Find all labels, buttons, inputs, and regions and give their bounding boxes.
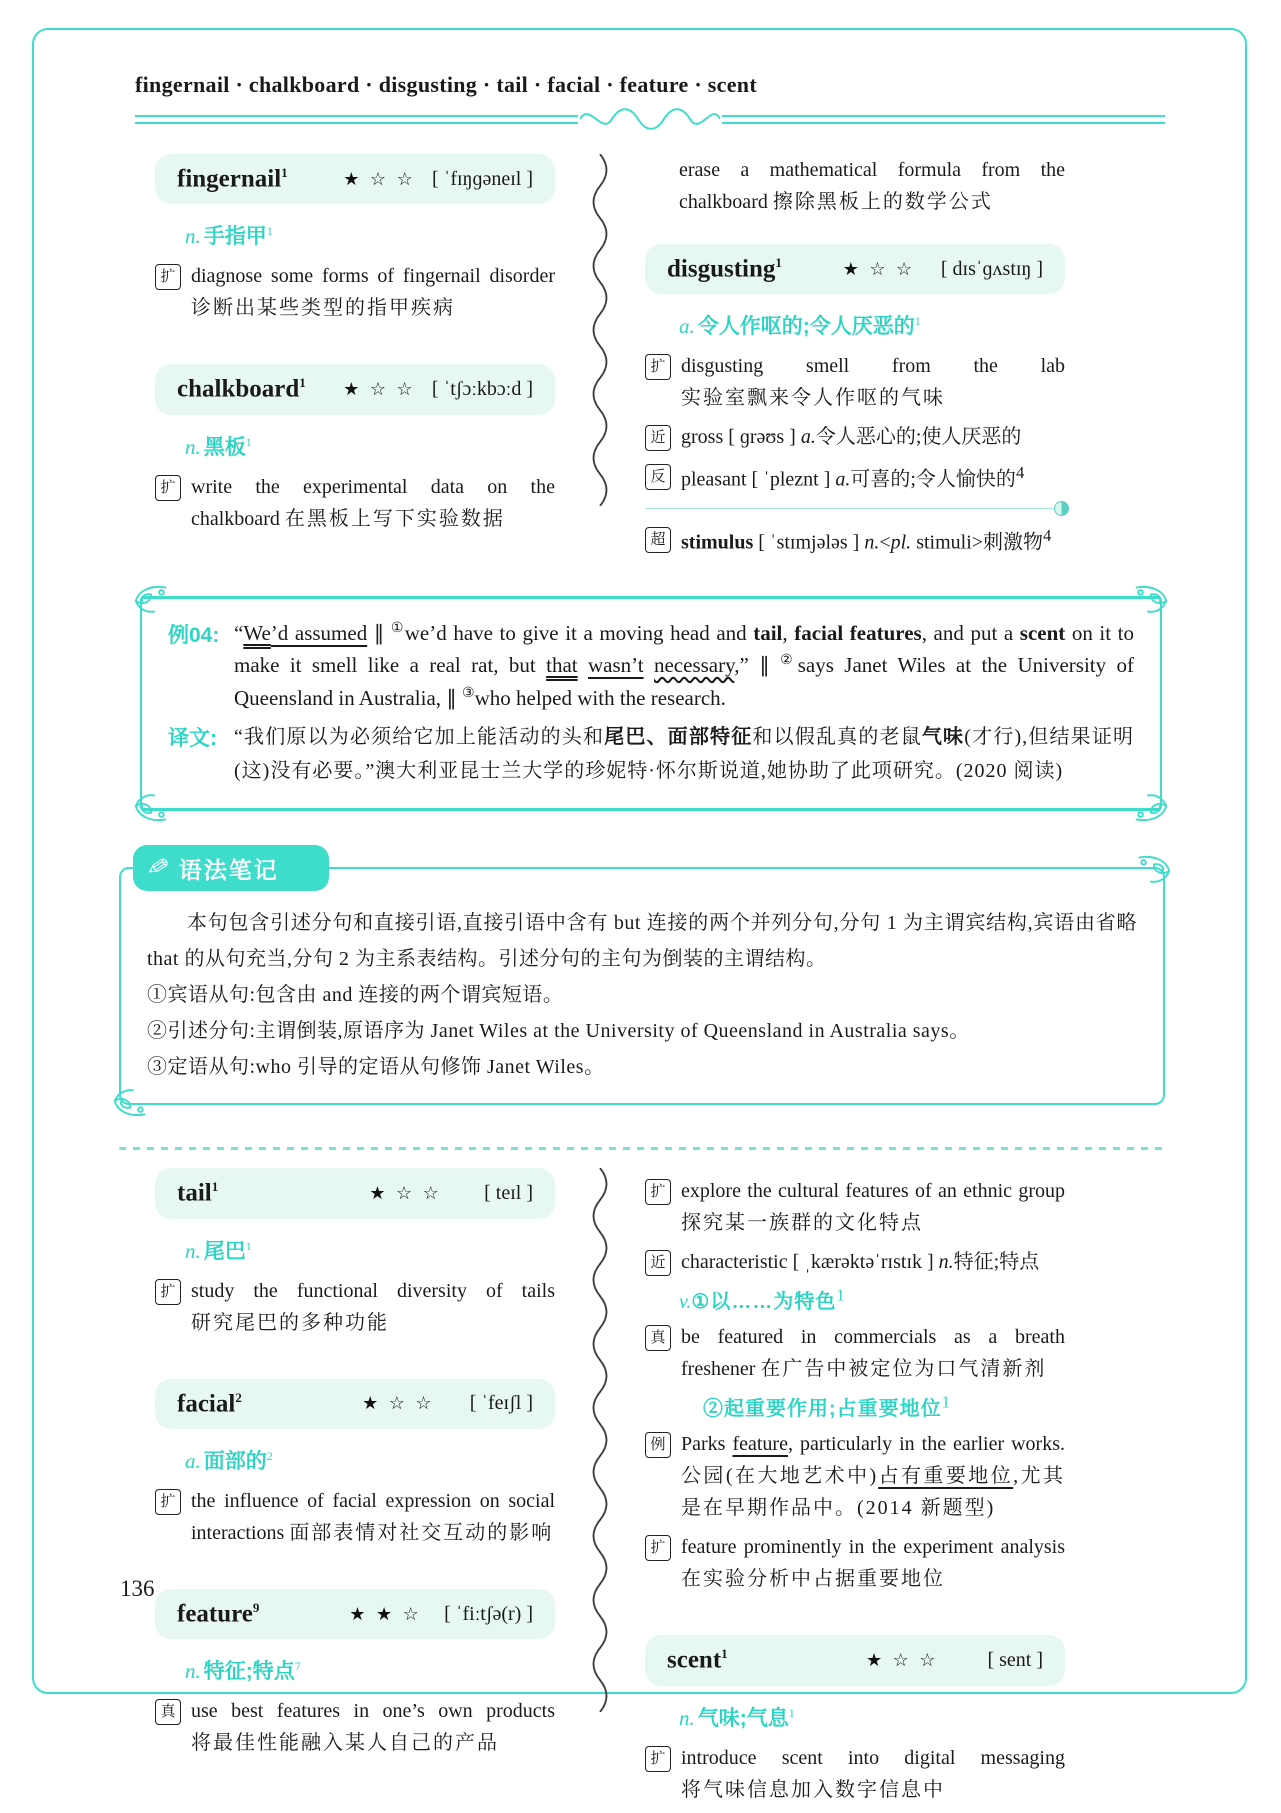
top-right-column xyxy=(645,154,1065,566)
headword: disgusting$^1$ xyxy=(667,255,782,283)
definition-line: n. 黑板$^1$ xyxy=(185,434,252,459)
grammar-notes-badge xyxy=(133,845,329,891)
example-sentence: “We’d assumed ∥ ①we’d have to give it a moving head and tail, facial features, and put a scent on it to make it smell like a real rat, but that wasn’t necessary,” ∥ ②says Janet Wiles at the University of Queensland in Australia, ∥ ③who helped with the research. xyxy=(234,620,1135,710)
tag-icon-exam: 真 xyxy=(155,1699,181,1725)
rule-left xyxy=(135,115,578,124)
difficulty-stars: ★ ☆ ☆ xyxy=(866,1649,939,1670)
example-text: Parks feature, particularly in the earlier works. 公园(在大地艺术中)占有重要地位,尤其是在早期作品中。(2014 新题型) xyxy=(681,1433,1065,1520)
ipa-transcription: [ teɪl ] xyxy=(484,1181,533,1204)
grammar-notes-box xyxy=(119,851,1165,1105)
example-label: 例04: xyxy=(168,623,220,647)
page-number: 136 xyxy=(120,1576,155,1601)
headword: fingernail$^1$ xyxy=(177,165,288,193)
headword-box xyxy=(155,154,555,204)
synonym-line xyxy=(645,1246,1065,1278)
column-divider-ornament xyxy=(588,1168,612,1712)
corner-flourish-icon xyxy=(1132,790,1170,824)
page-content xyxy=(135,72,1165,1813)
extension-line xyxy=(155,1485,555,1549)
tag-icon-super: 超 xyxy=(645,527,671,553)
header-word-list: fingernail · chalkboard · disgusting · tail · facial · feature · scent xyxy=(135,72,757,97)
extension-text: the influence of facial expression on social interactions 面部表情对社交互动的影响 xyxy=(191,1489,555,1544)
ipa-transcription: [ dɪsˈɡʌstɪŋ ] xyxy=(940,257,1043,280)
difficulty-stars: ★ ☆ ☆ xyxy=(369,1182,442,1203)
definition-line: a. 面部的$^2$ xyxy=(185,1448,273,1473)
entry-chalkboard xyxy=(155,364,555,534)
example-box xyxy=(140,596,1162,812)
extension-line xyxy=(645,1531,1065,1595)
extension-line xyxy=(155,260,555,324)
headword: scent$^1$ xyxy=(667,1646,728,1674)
verb-sense-line-2: ②起重要作用;占重要地位$^1$ xyxy=(703,1392,950,1421)
headword-box xyxy=(155,1379,555,1429)
synonym-line xyxy=(645,421,1065,453)
super-level-text: stimulus [ ˈstɪmjələs ] n.<pl. stimuli>刺激物$^4$ xyxy=(681,525,1052,554)
tag-icon-expand: 扩 xyxy=(155,264,181,290)
headword: tail$^1$ xyxy=(177,1179,219,1207)
extension-text: diagnose some forms of fingernail disorder 诊断出某些类型的指甲疾病 xyxy=(191,265,555,320)
example-translation: “我们原以为必须给它加上能活动的头和尾巴、面部特征和以假乱真的老鼠气味(才行),但结果证明(这)没有必要。”澳大利亚昆士兰大学的珍妮特·怀尔斯说道,她协助了此项研究。(2020 阅读) xyxy=(234,726,1135,783)
corner-flourish-icon xyxy=(132,790,170,824)
extension-text: feature prominently in the experiment analysis 在实验分析中占据重要地位 xyxy=(681,1536,1065,1591)
entry-disgusting xyxy=(645,244,1065,559)
difficulty-stars: ★ ★ ☆ xyxy=(349,1603,422,1624)
definition-line: n. 尾巴$^1$ xyxy=(185,1238,252,1263)
difficulty-stars: ★ ☆ ☆ xyxy=(343,378,416,399)
ipa-transcription: [ ˈfiːtʃə(r) ] xyxy=(444,1602,533,1625)
headword: feature$^9$ xyxy=(177,1599,260,1628)
synonym-text: characteristic [ ˌkærəktəˈrɪstɪk ] n.特征;特点 xyxy=(681,1251,1040,1274)
entry-facial xyxy=(155,1379,555,1549)
tag-icon-synonym: 近 xyxy=(645,425,671,451)
ipa-transcription: [ ˈtʃɔːkbɔːd ] xyxy=(431,377,533,400)
tag-icon-synonym: 近 xyxy=(645,1250,671,1276)
top-section xyxy=(155,154,1165,566)
headword-box xyxy=(155,1589,555,1639)
pen-icon: ✎ xyxy=(144,851,172,885)
verb-sense-line: v.①以……为特色$^1$ xyxy=(679,1285,845,1314)
corner-flourish-icon xyxy=(132,583,170,617)
headword: chalkboard$^1$ xyxy=(177,375,306,403)
difficulty-stars: ★ ☆ ☆ xyxy=(362,1393,435,1414)
translation-label: 译文: xyxy=(168,727,217,751)
super-level-line xyxy=(645,523,1065,559)
headword-box xyxy=(645,1635,1065,1685)
antonym-text: pleasant [ ˈpleznt ] a.可喜的;令人愉快的$^4$ xyxy=(681,463,1025,491)
ipa-transcription: [ ˈfɪŋɡəneɪl ] xyxy=(432,167,533,190)
definition-line: n. 手指甲$^1$ xyxy=(185,224,273,249)
top-left-column xyxy=(155,154,555,566)
corner-flourish-icon xyxy=(111,1085,149,1119)
grammar-notes-text xyxy=(147,905,1137,1085)
wave-ornament-icon xyxy=(580,108,720,130)
real-exam-line xyxy=(645,1321,1065,1385)
antonym-line xyxy=(645,460,1065,496)
extension-line xyxy=(645,1175,1065,1239)
half-circle-icon xyxy=(1054,501,1069,516)
entry-fingernail xyxy=(155,154,555,324)
ipa-transcription: [ ˈfeɪʃl ] xyxy=(469,1392,533,1415)
real-exam-text: be featured in commercials as a breath freshener 在广告中被定位为口气清新剂 xyxy=(681,1326,1065,1381)
extension-text: write the experimental data on the chalkboard 在黑板上写下实验数据 xyxy=(191,475,555,530)
difficulty-stars: ★ ☆ ☆ xyxy=(343,168,416,189)
column-divider xyxy=(555,154,645,566)
tag-icon-expand: 扩 xyxy=(155,475,181,501)
carryover-text: erase a mathematical formula from the chalkboard 擦除黑板上的数学公式 xyxy=(679,159,1065,213)
column-divider xyxy=(555,1168,645,1812)
corner-flourish-icon xyxy=(1135,853,1173,887)
example-sentence-row xyxy=(168,617,1134,715)
definition-line: a. 令人作呕的;令人厌恶的$^1$ xyxy=(679,314,921,339)
example-line xyxy=(645,1428,1065,1524)
real-exam-text: use best features in one’s own products 将最佳性能融入某人自己的产品 xyxy=(191,1700,555,1755)
headword-box xyxy=(155,1168,555,1218)
extension-text: introduce scent into digital messaging 将气味信息加入数字信息中 xyxy=(681,1746,1065,1801)
definition-line: n. 气味;气息$^1$ xyxy=(679,1705,795,1730)
synonym-text: gross [ ɡrəʊs ] a.令人恶心的;使人厌恶的 xyxy=(681,426,1022,449)
headword: facial$^2$ xyxy=(177,1389,242,1417)
tag-icon-expand: 扩 xyxy=(155,1489,181,1515)
header-rule xyxy=(135,108,1165,130)
extension-text: study the functional diversity of tails 研究尾巴的多种功能 xyxy=(191,1279,555,1334)
tag-icon-exam: 真 xyxy=(645,1325,671,1351)
entry-feature xyxy=(155,1589,555,1759)
tag-icon-antonym: 反 xyxy=(645,464,671,490)
ipa-transcription: [ sent ] xyxy=(987,1648,1043,1671)
grammar-item-2: ②引述分句:主谓倒装,原语序为 Janet Wiles at the University of Queensland in Australia says。 xyxy=(147,1020,970,1043)
tag-icon-expand: 扩 xyxy=(645,1746,671,1772)
sub-divider xyxy=(645,508,1065,509)
tag-icon-example: 例 xyxy=(645,1432,671,1458)
extension-line xyxy=(645,350,1065,414)
extension-line xyxy=(645,1742,1065,1806)
example-translation-row xyxy=(168,720,1134,788)
column-divider-ornament xyxy=(588,154,612,506)
grammar-item-3: ③定语从句:who 引导的定语从句修饰 Janet Wiles。 xyxy=(147,1056,605,1079)
entry-tail xyxy=(155,1168,555,1338)
grammar-paragraph: 本句包含引述分句和直接引语,直接引语中含有 but 连接的两个并列分句,分句 1 为主谓宾结构,宾语由省略 that 的从句充当,分句 2 为主系表结构。引述分句的主句为倒装的主谓结构。 xyxy=(147,912,1137,971)
grammar-item-1: ①宾语从句:包含由 and 连接的两个谓宾短语。 xyxy=(147,984,564,1007)
bottom-section xyxy=(155,1168,1165,1812)
rule-right xyxy=(722,115,1165,124)
real-exam-line xyxy=(155,1695,555,1759)
headword-box xyxy=(645,244,1065,294)
extension-line xyxy=(155,471,555,535)
headword-box xyxy=(155,364,555,414)
extension-text: disgusting smell from the lab 实验室飘来令人作呕的气味 xyxy=(681,355,1065,410)
entry-scent xyxy=(645,1635,1065,1805)
difficulty-stars: ★ ☆ ☆ xyxy=(842,258,916,279)
grammar-notes-title: 语法笔记 xyxy=(178,856,279,883)
bottom-right-column xyxy=(645,1168,1065,1812)
definition-line: n. 特征;特点$^7$ xyxy=(185,1659,301,1684)
corner-flourish-icon xyxy=(1132,583,1170,617)
tag-icon-expand: 扩 xyxy=(645,354,671,380)
bottom-left-column xyxy=(155,1168,555,1812)
tag-icon-expand: 扩 xyxy=(155,1279,181,1305)
tag-icon-expand: 扩 xyxy=(645,1179,671,1205)
extension-text: explore the cultural features of an ethnic group 探究某一族群的文化特点 xyxy=(681,1180,1065,1235)
tag-icon-expand: 扩 xyxy=(645,1535,671,1561)
dashed-separator xyxy=(119,1147,1165,1150)
extension-line xyxy=(155,1275,555,1339)
